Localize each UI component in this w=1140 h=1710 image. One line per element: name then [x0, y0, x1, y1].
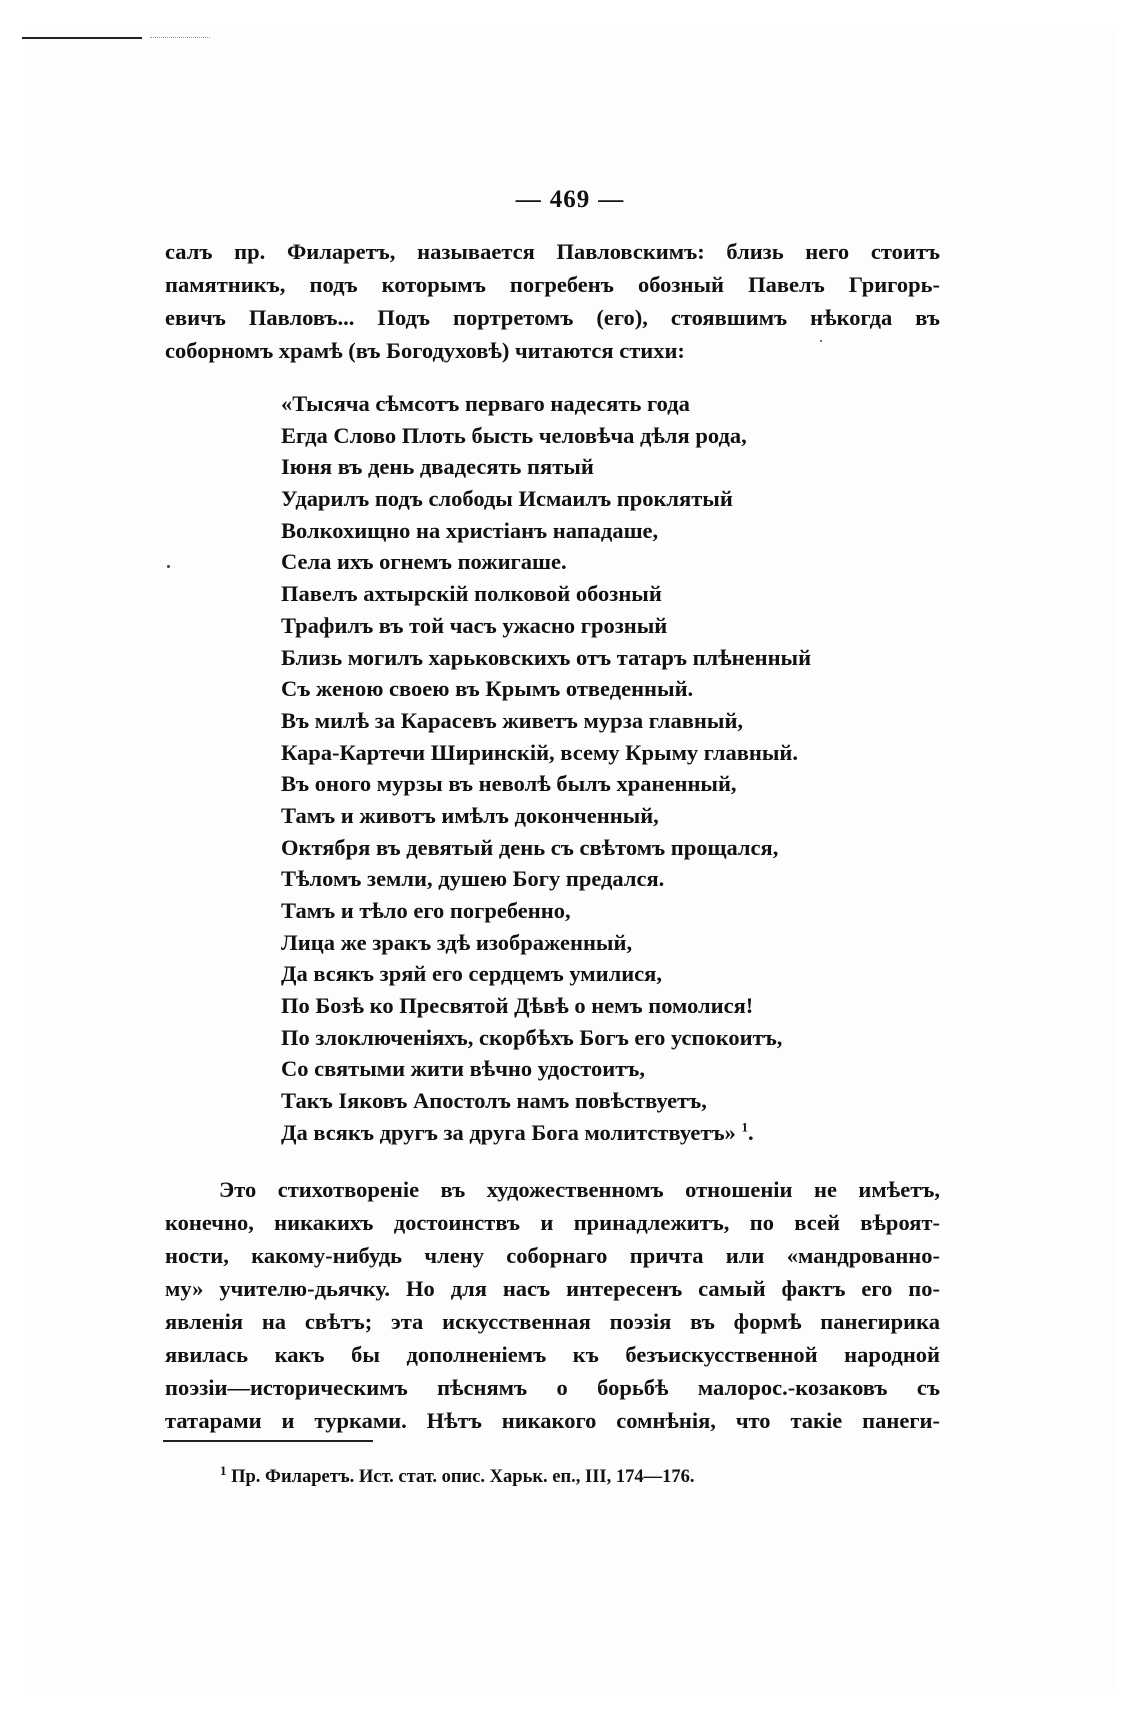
intro-line: памятникъ, подъ которымъ погребенъ обозный Павелъ Григорь-: [165, 272, 940, 297]
ink-speck: [167, 565, 170, 568]
body-line: ности, какому-нибудь члену соборнаго причта или «мандрованно-: [165, 1243, 940, 1268]
page-number-dash-right: —: [598, 186, 625, 213]
intro-line: евичъ Павловъ... Подъ портретомъ (его), стоявшимъ нѣкогда въ: [165, 305, 940, 330]
poem-line: Тамъ и животъ имѣлъ доконченный,: [281, 802, 659, 828]
poem-line: Тѣломъ земли, душею Богу предался.: [281, 866, 665, 892]
poem-line: Волкохищно на христіанъ нападаше,: [281, 517, 659, 543]
body-line: татарами и турками. Нѣтъ никакого сомнѣнія, что такіе панеги-: [165, 1408, 940, 1433]
body-line: явилась какъ бы дополненіемъ къ безъискусственной народной: [165, 1342, 940, 1367]
poem-line: Егда Слово Плоть бысть человѣча дѣля рода,: [281, 422, 747, 448]
body-line: му» учителю-дьячку. Но для насъ интересенъ самый фактъ его по-: [165, 1276, 940, 1301]
scan-edge-rule: [22, 37, 142, 39]
footnote-number: 1: [220, 1462, 227, 1478]
footnote: [220, 1462, 695, 1488]
poem-line: Близь могилъ харьковскихъ отъ татаръ плѣненный: [281, 644, 812, 670]
poem-line: Да всякъ зряй его сердцемъ умилися,: [281, 961, 662, 987]
poem-line: Села ихъ огнемъ пожигаше.: [281, 549, 567, 575]
body-line: поэзіи—историческимъ пѣснямъ о борьбѣ малорос.-козаковъ съ: [165, 1375, 940, 1400]
footnote-text: Пр. Филаретъ. Ист. стат. опис. Харьк. еп., III, 174—176.: [231, 1467, 695, 1487]
poem-line-last: Да всякъ другъ за друга Бога молитствуетъ» $^1$.: [281, 1119, 754, 1145]
poem-line: Ударилъ подъ слободы Исмаилъ проклятый: [281, 486, 733, 512]
body-line: конечно, никакихъ достоинствъ и принадлежитъ, по всей вѣроят-: [165, 1210, 940, 1235]
poem-line: Въ оного мурзы въ неволѣ былъ храненный,: [281, 771, 737, 797]
footnote-separator: [163, 1440, 373, 1442]
poem-line: По злоключеніяхъ, скорбѣхъ Богъ его успокоитъ,: [281, 1024, 783, 1050]
poem-inscription: [281, 388, 921, 1149]
poem-line: Кара-Картечи Ширинскій, всему Крыму главный.: [281, 739, 798, 765]
poem-line-text: Да всякъ другъ за друга Бога молитствуетъ»: [281, 1119, 736, 1145]
poem-line: Такъ Іяковъ Апостолъ намъ повѣствуетъ,: [281, 1088, 707, 1114]
page-number-dash-left: —: [515, 186, 542, 213]
poem-line: Со святыми жити вѣчно удостоитъ,: [281, 1056, 645, 1082]
intro-line: салъ пр. Филаретъ, называется Павловскимъ: близь него стоитъ: [165, 239, 940, 264]
poem-line: Въ милѣ за Карасевъ живетъ мурза главный,: [281, 707, 744, 733]
intro-paragraph: [165, 235, 940, 367]
poem-line: Тамъ и тѣло его погребенно,: [281, 898, 571, 923]
page-number: [0, 186, 1140, 214]
poem-line: «Тысяча сѣмсотъ перваго надесять года: [281, 391, 690, 416]
poem-line: По Бозѣ ко Пресвятой Дѣвѣ о немъ помолися!: [281, 993, 754, 1019]
scan-edge-mark: [150, 37, 210, 38]
poem-line: Трафилъ въ той часъ ужасно грозный: [281, 612, 668, 638]
poem-line: Іюня въ день двадесять пятый: [281, 454, 594, 480]
page-number-value: 469: [549, 186, 591, 213]
body-line: Это стихотвореніе въ художественномъ отношеніи не имѣетъ,: [219, 1177, 940, 1202]
poem-line: Съ женою своею въ Крымъ отведенный.: [281, 676, 694, 702]
body-line: явленія на свѣтъ; эта искусственная поэзія въ формѣ панегирика: [165, 1309, 940, 1334]
ink-speck: [820, 340, 822, 342]
footnote-reference[interactable]: 1: [741, 1119, 748, 1135]
poem-line: Лица же зракъ здѣ изображенный,: [281, 929, 633, 955]
poem-line: Октября въ девятый день съ свѣтомъ прощался,: [281, 834, 779, 860]
commentary-paragraph: [165, 1173, 940, 1437]
intro-line: соборномъ храмѣ (въ Богодуховѣ) читаются стихи:: [165, 338, 685, 363]
poem-line: Павелъ ахтырскій полковой обозный: [281, 581, 662, 607]
